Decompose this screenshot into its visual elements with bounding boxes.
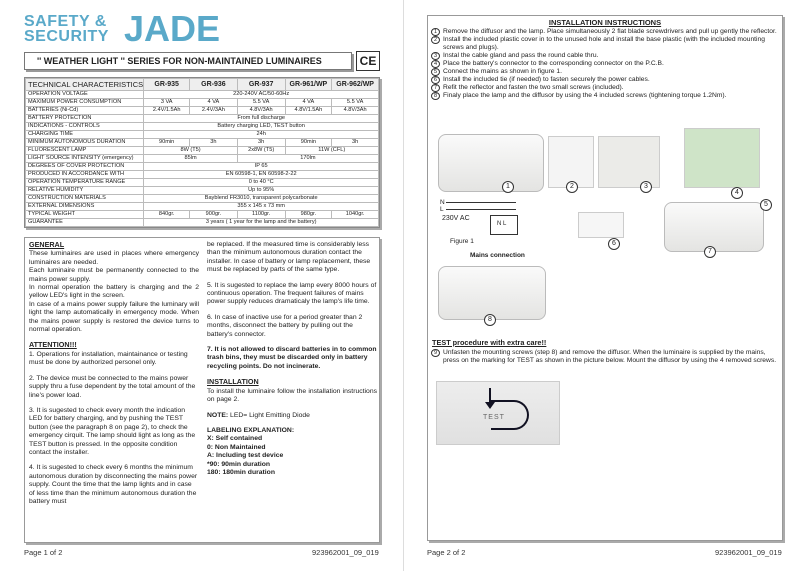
label-180: 180: 180min duration [207, 468, 275, 476]
tech-cell: 90min [285, 139, 332, 147]
terminal-label: N L [497, 221, 507, 227]
tech-cell: 8W (T5) [144, 147, 237, 155]
tech-row [26, 91, 379, 99]
tech-row-label: INDICATIONS - CONTROLS [26, 123, 144, 131]
tech-row [26, 219, 379, 227]
step-9-number: 9 [431, 349, 440, 357]
general-p4: In case of a mains power supply failure the luminary will light the lamp automatically in emergency mode. When the mains power supply is restored the device turns to normal operation. [29, 300, 199, 334]
installation-box [427, 15, 783, 541]
installation-title: INSTALLATION INSTRUCTIONS [548, 18, 662, 27]
callout-5: 5 [760, 199, 772, 211]
step-text: Instal the cable gland and pass the round cable thru. [443, 52, 599, 59]
lamp-reflector-image [664, 202, 764, 252]
tech-row-label: MINIMUM AUTONOMOUS DURATION [26, 139, 144, 147]
tech-row [26, 187, 379, 195]
tech-row-label: LIGHT SOURCE INTENSITY (emergency) [26, 155, 144, 163]
attention-2: 2. The device must be connected to the mains power supply thru a fuse dependent by the total amount of the line's power load. [29, 374, 196, 399]
tech-cell: Battery charging LED, TEST button [144, 123, 379, 131]
callout-6: 6 [608, 238, 620, 250]
label-0: 0: Non Maintained [207, 443, 266, 451]
document-title: '' WEATHER LIGHT '' SERIES FOR NON-MAINTAINED LUMINAIRES [24, 52, 352, 70]
tech-cell: 4.8V/3Ah [332, 107, 379, 115]
page-2-number: Page 2 of 2 [427, 548, 466, 557]
label-x: X: Self contained [207, 435, 263, 443]
callout-4: 4 [731, 187, 743, 199]
tech-row-label: MAXIMUM POWER CONSUMPTION [26, 99, 144, 107]
install-step [431, 76, 779, 84]
l-wire [446, 209, 516, 210]
tech-cell: 3 VA [144, 99, 190, 107]
tech-cell: 24h [144, 131, 379, 139]
logo-line-2: SECURITY [24, 28, 109, 45]
test-title: TEST procedure with extra care!! [432, 338, 547, 347]
tech-cell: Bayblend FR3010, transparent polycarbonate [144, 195, 379, 203]
callout-1: 1 [502, 181, 514, 193]
tech-row-label: GUARANTEE [26, 219, 144, 227]
page-1-code: 923962001_09_019 [312, 548, 379, 557]
tech-cell: EN 60598-1, EN 60598-2-22 [144, 171, 379, 179]
step-number: 5 [431, 68, 440, 76]
general-p3: In normal operation the battery is charging and the 2 yellow LED's light in the screen. [29, 284, 199, 300]
label-90: *90: 90min duration [207, 460, 271, 468]
note-text: LED= Light Emitting Diode [230, 411, 310, 419]
general-right-column [207, 241, 377, 477]
tech-cell: 3h [190, 139, 238, 147]
logo-line-1: SAFETY & [24, 13, 107, 30]
installation-heading: INSTALLATION [207, 377, 259, 387]
install-step [431, 60, 779, 68]
tech-cell: 4 VA [285, 99, 332, 107]
step-number: 6 [431, 76, 440, 84]
model-header: GR-962/WP [332, 79, 379, 91]
install-step [431, 84, 779, 92]
figure-1-label: Figure 1 [450, 238, 474, 245]
tech-cell: 11W (CFL) [285, 147, 378, 155]
tech-cell: 840gr. [144, 211, 190, 219]
l-label: L [440, 206, 444, 213]
tech-cell: 355 x 145 x 73 mm [144, 203, 379, 211]
page-2-code: 923962001_09_019 [715, 548, 782, 557]
install-step [431, 92, 779, 100]
step-number: 3 [431, 52, 440, 60]
tech-cell: 1040gr. [332, 211, 379, 219]
tech-cell: 3 years ( 1 year for the lamp and the battery) [144, 219, 379, 227]
tech-row-label: BATTERIES (Ni-Cd) [26, 107, 144, 115]
callout-8: 8 [484, 314, 496, 326]
installation-text: To install the luminaire follow the installation instructions on page 2. [207, 387, 377, 404]
tech-row-label: CONSTRUCTION MATERIALS [26, 195, 144, 203]
tech-cell: 1100gr. [237, 211, 285, 219]
tech-row-label: OPERATION VOLTAGE [26, 91, 144, 99]
tech-cell: 2x8W (T5) [237, 147, 285, 155]
tech-row [26, 171, 379, 179]
tech-cell: 4.8V/1.5Ah [285, 107, 332, 115]
tech-cell: Up to 95% [144, 187, 379, 195]
jade-logo [24, 6, 234, 50]
terminal-block [490, 215, 518, 235]
tech-row-label: TYPICAL WEIGHT [26, 211, 144, 219]
tech-row-label: EXTERNAL DIMENSIONS [26, 203, 144, 211]
test-text: Unfasten the mounting screws (step 8) and remove the diffusor. When the luminaire is supplied by the mains, press on the marking for TEST as shown in the picture below. Mount the diffusor by using the 4 removed screws. [443, 349, 777, 364]
tech-row-label: BATTERY PROTECTION [26, 115, 144, 123]
tech-row [26, 131, 379, 139]
install-step [431, 28, 779, 36]
test-marking: TEST [483, 414, 505, 421]
tech-row [26, 155, 379, 163]
step-text: Install the included tie (if needed) to fasten securely the power cables. [443, 76, 650, 83]
install-step [431, 52, 779, 60]
tech-row-label: PRODUCED IN ACCORDANCE WITH [26, 171, 144, 179]
test-image [436, 381, 560, 445]
mains-connection-label: Mains connection [470, 252, 525, 259]
note-label: NOTE: [207, 411, 229, 419]
tech-cell: 4.8V/3Ah [237, 107, 285, 115]
tech-cell: 170lm [237, 155, 378, 163]
callout-2: 2 [566, 181, 578, 193]
tech-cell: From full discharge [144, 115, 379, 123]
page-1-number: Page 1 of 2 [24, 548, 63, 557]
attention-4-cont: be replaced. If the measured time is considerably less than the minimum autonomous duration contact the installer. In case of battery or lamp replacement, these must be replaced by parts of the same type. [207, 241, 371, 274]
step-number: 8 [431, 92, 440, 100]
ce-mark-icon: CE [356, 51, 380, 71]
tech-cell: 5.5 VA [332, 99, 379, 107]
tech-row [26, 123, 379, 131]
step-text: Install the included plastic cover in to the unused hole and install the base plastic (with the included mounting screws and plugs). [443, 36, 765, 51]
lamp-closed-image [438, 266, 546, 320]
tech-header: TECHNICAL CHARACTERISTICS [26, 79, 144, 91]
tech-cell: 2.4V/1.5Ah [144, 107, 190, 115]
voltage-label: 230V AC [442, 215, 470, 222]
tech-row [26, 147, 379, 155]
tech-row [26, 203, 379, 211]
callout-7: 7 [704, 246, 716, 258]
step-number: 1 [431, 28, 440, 36]
tech-cell: 90min [144, 139, 190, 147]
labeling-heading: LABELING EXPLANATION: [207, 426, 295, 434]
general-left-column [29, 241, 199, 513]
test-step [431, 349, 779, 365]
tech-cell: 4 VA [190, 99, 238, 107]
attention-3: 3. It is sugested to check every month the indication LED for battery charging, and by pushing the TEST button (see the paragraph 8 on page 2), to check the emergency cirquit. The lamp should light as long as the TEST button is pressed. In the opposite condition contact the installer. [29, 406, 196, 456]
step-text: Remove the diffusor and the lamp. Place simultaneously 2 flat blade screwdrivers and pull up gently the reflector. [443, 28, 777, 35]
model-header: GR-935 [144, 79, 190, 91]
install-step [431, 36, 779, 52]
tech-table [24, 77, 380, 228]
logo-brand: JADE [124, 8, 221, 49]
tech-row [26, 139, 379, 147]
tech-cell: IP 65 [144, 163, 379, 171]
tech-cell: 900gr. [190, 211, 238, 219]
step-text: Connect the mains as shown in figure 1. [443, 68, 562, 75]
tech-cell: 0 to 40 °C [144, 179, 379, 187]
tech-cell: 5.5 VA [237, 99, 285, 107]
tech-row [26, 211, 379, 219]
callout-3: 3 [640, 181, 652, 193]
tech-row-label: RELATIVE HUMIDITY [26, 187, 144, 195]
general-heading: GENERAL [29, 240, 65, 249]
general-p1: These luminaires are used in places where emergency luminaires are needed. [29, 250, 199, 266]
tech-cell: 3h [332, 139, 379, 147]
installation-steps [431, 28, 779, 100]
cable-gland-image [598, 136, 660, 188]
attention-7: 7. It is not allowed to discard batteries in to common trash bins, they must be discarded only in battery recycling points. Do not incinerate. [207, 346, 377, 370]
attention-4: 4. It is sugested to check every 6 months the minimum autonomous duration by disconnecting the mains power supply. Count the time that the lamp lights and in case of less time than the minimum autonomous duration the battery must [29, 464, 198, 505]
tech-row-label: OPERATION TEMPERATURE RANGE [26, 179, 144, 187]
step-text: Refit the reflector and fasten the two small screws (included). [443, 84, 624, 91]
attention-5: 5. It is sugested to replace the lamp every 8000 hours of continuous operation. The frequent failures of mains power supply reduces dramaticaly the lamp's life time. [207, 281, 377, 306]
n-label: N [440, 199, 445, 206]
tech-cell: 220-240V AC/50-60Hz [144, 91, 379, 99]
tech-row-label: CHARGING TIME [26, 131, 144, 139]
attention-6: 6. In case of inactive use for a period greater than 2 months, disconnect the battery by pulling out the battery's connector. [207, 313, 363, 338]
step-number: 4 [431, 60, 440, 68]
tech-cell: 980gr. [285, 211, 332, 219]
step-number: 2 [431, 36, 440, 44]
model-header: GR-937 [237, 79, 285, 91]
tech-row [26, 163, 379, 171]
step-text: Finaly place the lamp and the diffusor by using the 4 included screws (tightening torque 1.2Nm). [443, 92, 727, 99]
cable-tie-image [578, 212, 624, 238]
model-header: GR-936 [190, 79, 238, 91]
attention-1: 1. Operations for installation, maintainance or testing must be done by authorized personel only. [29, 350, 188, 367]
step-number: 7 [431, 84, 440, 92]
lamp-open-image [438, 134, 544, 192]
pcb-image [684, 128, 760, 188]
attention-heading: ATTENTION!!! [29, 340, 77, 350]
tech-cell: 3h [237, 139, 285, 147]
model-header: GR-961/WP [285, 79, 332, 91]
tech-row-label: FLUORESCENT LAMP [26, 147, 144, 155]
install-step [431, 68, 779, 76]
general-p2: Each luminaire must be permanently connected to the mains power supply. [29, 267, 199, 283]
n-wire [446, 202, 516, 203]
general-box [24, 237, 380, 543]
label-a: A: Including test device [207, 452, 284, 460]
tech-cell: 2.4V/3Ah [190, 107, 238, 115]
tech-cell: 85lm [144, 155, 237, 163]
tech-row [26, 115, 379, 123]
step-text: Place the battery's connector to the corresponding connector on the P.C.B. [443, 60, 664, 67]
tech-row-label: DEGREES OF COVER PROTECTION [26, 163, 144, 171]
tech-row [26, 99, 379, 107]
tech-row [26, 179, 379, 187]
tech-row [26, 195, 379, 203]
tech-row [26, 107, 379, 115]
